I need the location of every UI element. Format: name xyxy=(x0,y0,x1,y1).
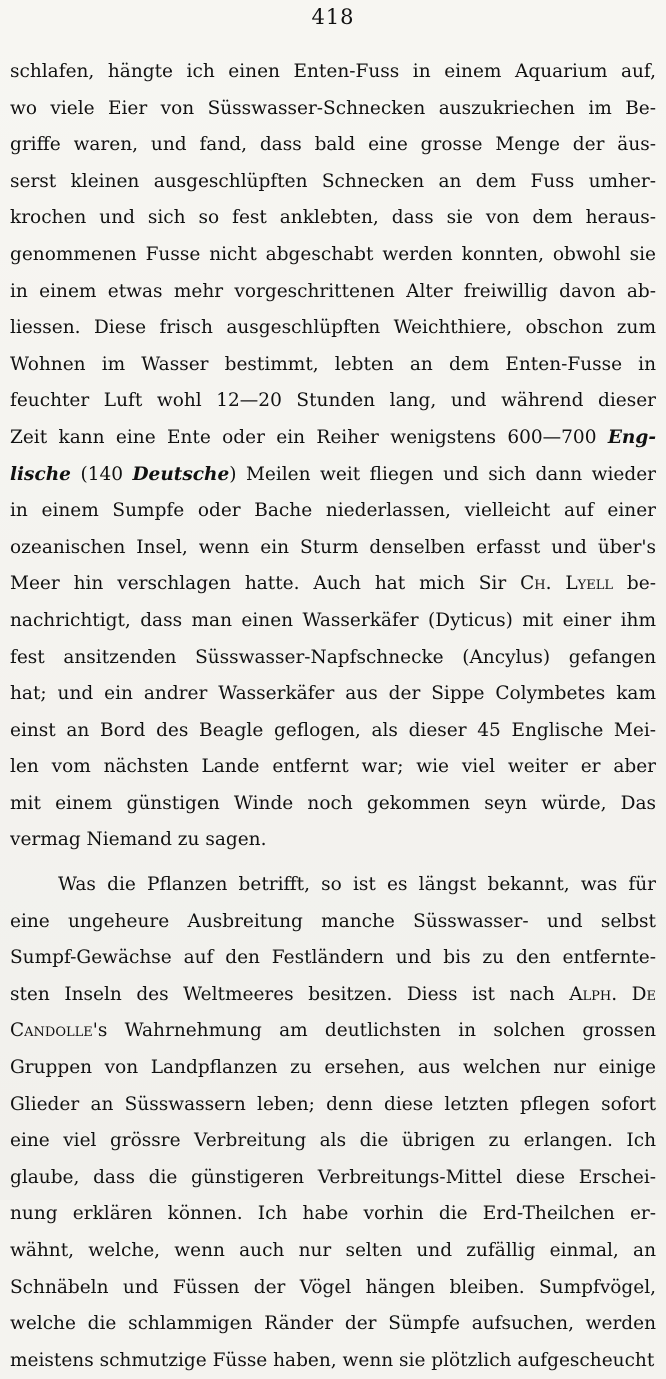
text-segment: Zeit kann eine Ente oder ein Reiher wenigstens 600—700 xyxy=(10,426,608,448)
text-segment: wähnt, welche, wenn auch nur selten und zufällig einmal, an xyxy=(10,1240,656,1261)
text-segment: mit einem günstigen Winde noch gekommen seyn würde, Das xyxy=(10,792,656,814)
text-segment: in einem Sumpfe oder Bache niederlassen, vielleicht auf einer xyxy=(10,500,656,522)
text-line xyxy=(10,1196,656,1233)
text-segment: krochen und sich so fest anklebten, dass sie von dem heraus- xyxy=(10,207,656,229)
text-segment: hat; und ein andrer Wasserkäfer aus der Sippe Colymbetes kam xyxy=(10,683,656,705)
text-segment: ozeanischen Insel, wenn ein Sturm denselben erfasst und über's xyxy=(10,536,656,558)
text-segment: (140 xyxy=(70,463,133,485)
text-segment: einst an Bord des Beagle geflogen, als dieser 45 Englische Mei- xyxy=(10,719,656,741)
text-segment: vermag Niemand zu sagen. xyxy=(10,829,267,851)
body-text xyxy=(10,54,656,1379)
text-segment: serst kleinen ausgeschlüpften Schnecken an dem Fuss umher- xyxy=(10,170,656,192)
text-line xyxy=(10,127,656,164)
italic-text: Deutsche xyxy=(132,463,230,485)
text-line xyxy=(10,200,656,237)
text-segment: Schnäbeln und Füssen der Vögel hängen bleiben. Sumpfvögel, xyxy=(10,1276,656,1298)
text-segment: feuchter Luft wohl 12—20 Stunden lang, und während dieser xyxy=(10,390,656,412)
text-line xyxy=(10,676,656,713)
text-line xyxy=(10,603,656,640)
text-segment: Glieder an Süsswassern leben; denn diese letzten pflegen sofort xyxy=(10,1093,656,1115)
paragraph-gap xyxy=(10,859,656,867)
text-line xyxy=(10,1160,656,1197)
text-line xyxy=(10,237,656,274)
text-line xyxy=(10,91,656,128)
text-segment: ) Meilen weit fliegen und sich dann wieder xyxy=(229,463,656,485)
text-line xyxy=(10,457,656,494)
text-line xyxy=(10,786,656,823)
text-line xyxy=(10,713,656,750)
text-line xyxy=(10,493,656,530)
text-line xyxy=(10,640,656,677)
text-line xyxy=(10,1050,656,1087)
italic-text: Eng- xyxy=(607,426,656,448)
text-segment: Gruppen von Landpflanzen zu ersehen, aus welchen nur einige xyxy=(10,1057,656,1079)
page-number: 418 xyxy=(311,5,355,29)
text-line xyxy=(10,1343,656,1379)
small-caps-name: Ch. Lyell xyxy=(520,573,614,595)
text-line xyxy=(10,822,656,859)
text-segment: genommenen Fusse nicht abgeschabt werden konnten, obwohl sie xyxy=(10,243,656,265)
small-caps-name: Candolle xyxy=(10,1020,93,1042)
text-segment: glaube, dass die günstigeren Verbreitungs-Mittel diese Erschei- xyxy=(10,1166,656,1188)
text-segment: schlafen, hängte ich einen Enten-Fuss in einem Aquarium auf, xyxy=(10,61,656,82)
text-line xyxy=(10,1270,656,1307)
text-line xyxy=(10,1087,656,1124)
text-line xyxy=(10,274,656,311)
text-segment: Meer hin verschlagen hatte. Auch hat mich Sir xyxy=(10,573,521,595)
text-line xyxy=(10,347,656,384)
text-segment: in einem etwas mehr vorgeschrittenen Alter freiwillig davon ab- xyxy=(10,280,656,302)
text-line xyxy=(10,1306,656,1343)
text-line xyxy=(10,420,656,457)
text-segment: eine ungeheure Ausbreitung manche Süsswasser- und selbst xyxy=(10,910,656,932)
text-segment: be- xyxy=(613,573,656,595)
text-line xyxy=(10,383,656,420)
text-segment: sten Inseln des Weltmeeres besitzen. Diess ist nach xyxy=(10,983,570,1005)
text-segment: welche die schlammigen Ränder der Sümpfe aufsuchen, werden xyxy=(10,1313,656,1335)
text-line xyxy=(10,566,656,603)
text-segment: eine viel grössre Verbreitung als die übrigen zu erlangen. Ich xyxy=(10,1130,656,1152)
small-caps-name: Alph. De xyxy=(569,983,656,1005)
text-line xyxy=(10,54,656,91)
text-segment: 's Wahrnehmung am deutlichsten in solchen grossen xyxy=(92,1020,656,1042)
text-line xyxy=(10,164,656,201)
text-segment: nung erklären können. Ich habe vorhin die Erd-Theilchen er- xyxy=(10,1203,656,1225)
text-segment: nachrichtigt, dass man einen Wasserkäfer (Dyticus) mit einer ihm xyxy=(10,609,656,631)
text-segment: griffe waren, und fand, dass bald eine grosse Menge der äus- xyxy=(10,134,656,156)
text-segment: Wohnen im Wasser bestimmt, lebten an dem Enten-Fusse in xyxy=(10,353,656,375)
text-line xyxy=(10,1013,656,1050)
text-line xyxy=(10,1233,656,1270)
text-segment: fest ansitzenden Süsswasser-Napfschnecke (Ancylus) gefangen xyxy=(10,646,656,668)
text-segment: wo viele Eier von Süsswasser-Schnecken auszukriechen im Be- xyxy=(10,97,656,119)
text-segment: liessen. Diese frisch ausgeschlüpften Weichthiere, obschon zum xyxy=(10,317,656,339)
text-line xyxy=(10,530,656,567)
text-segment: Was die Pflanzen betrifft, so ist es längst bekannt, was für xyxy=(58,874,656,896)
text-line xyxy=(10,904,656,941)
text-line xyxy=(10,977,656,1014)
text-segment: meistens schmutzige Füsse haben, wenn sie plötzlich aufgescheucht xyxy=(10,1349,655,1371)
text-line xyxy=(10,1123,656,1160)
text-segment: len vom nächsten Lande entfernt war; wie viel weiter er aber xyxy=(10,756,656,778)
text-line xyxy=(10,310,656,347)
text-segment: Sumpf-Gewächse auf den Festländern und bis zu den entfernte- xyxy=(10,947,656,969)
text-line xyxy=(10,749,656,786)
italic-text: lische xyxy=(10,463,71,485)
text-line xyxy=(10,867,656,904)
text-line xyxy=(10,940,656,977)
